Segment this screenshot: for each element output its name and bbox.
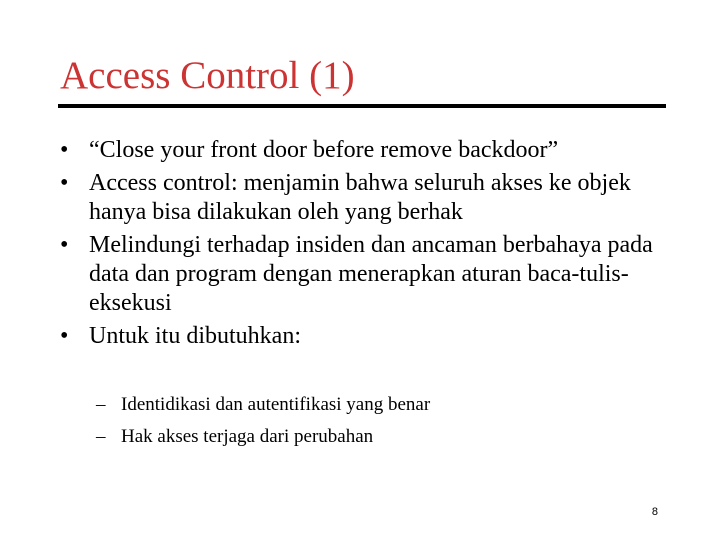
bullet-item <box>60 169 680 227</box>
bullet-text: Untuk itu dibutuhkan: <box>89 323 301 349</box>
bullet-dot-icon: • <box>60 323 69 349</box>
title-underline <box>58 104 666 108</box>
sub-bullet-text: Hak akses terjaga dari perubahan <box>121 426 374 447</box>
sub-bullet-text: Identidikasi dan autentifikasi yang benar <box>121 394 431 415</box>
bullet-item <box>60 231 680 318</box>
bullet-item <box>60 322 680 351</box>
bullet-dot-icon: • <box>60 232 69 258</box>
sub-bullet-item <box>96 425 656 448</box>
bullet-text: Access control: menjamin bahwa seluruh akses ke objek hanya bisa dilakukan oleh yang berhak <box>89 170 631 225</box>
bullet-item <box>60 136 680 165</box>
sub-bullet-list <box>96 393 656 457</box>
bullet-dot-icon: • <box>60 137 69 163</box>
bullet-text: Melindungi terhadap insiden dan ancaman berbahaya pada data dan program dengan menerapkan aturan baca-tulis-eksekusi <box>89 232 653 316</box>
bullet-dot-icon: • <box>60 170 69 196</box>
sub-bullet-item <box>96 393 656 416</box>
slide-title: Access Control (1) <box>60 54 355 97</box>
slide-number: 8 <box>651 506 658 518</box>
dash-icon: – <box>96 426 106 447</box>
dash-icon: – <box>96 394 106 415</box>
bullet-text: “Close your front door before remove backdoor” <box>89 137 559 163</box>
bullet-list <box>60 136 680 355</box>
